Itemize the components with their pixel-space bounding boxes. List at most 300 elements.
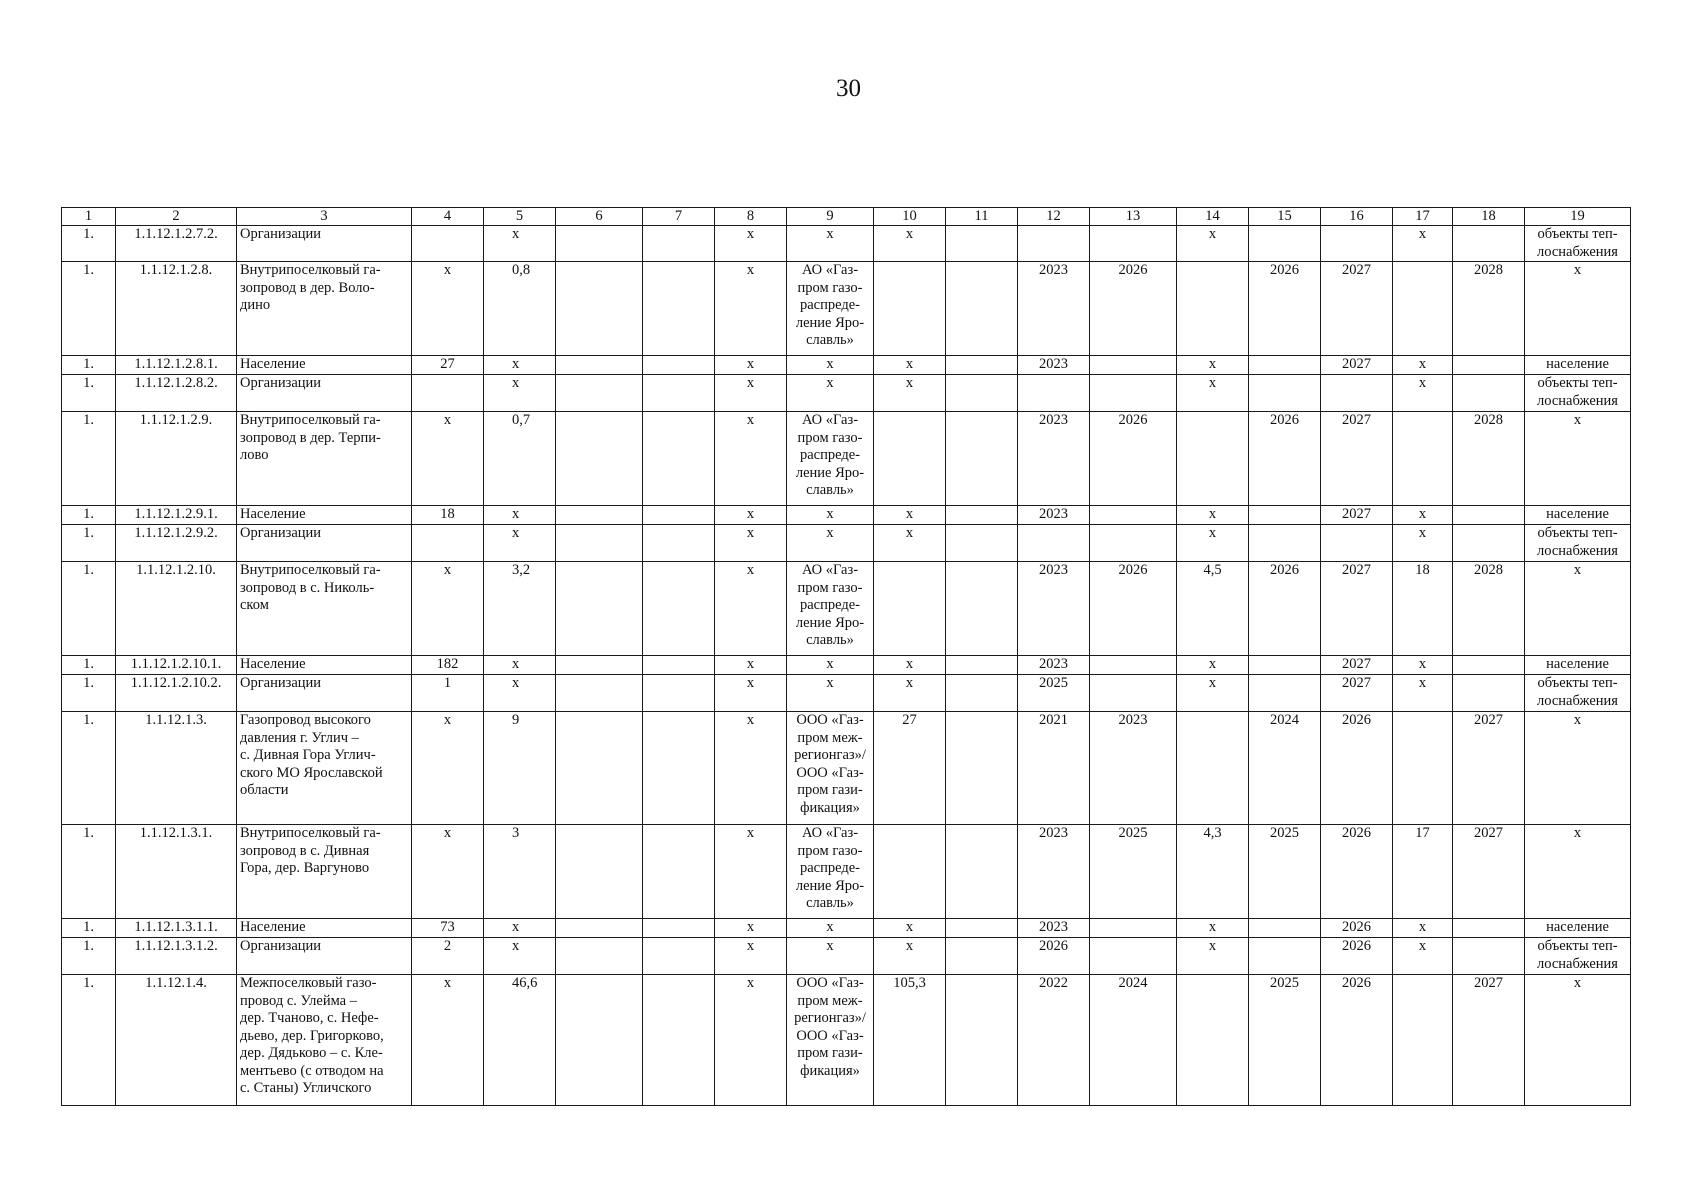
table-cell bbox=[643, 506, 715, 525]
table-cell: 1. bbox=[62, 938, 116, 975]
table-cell: 1. bbox=[62, 825, 116, 919]
table-cell: 2023 bbox=[1018, 262, 1090, 356]
table-cell bbox=[946, 226, 1018, 262]
table-cell bbox=[1453, 226, 1525, 262]
table-cell: х bbox=[412, 562, 484, 656]
table-row bbox=[62, 938, 1631, 975]
table-cell: 2027 bbox=[1321, 562, 1393, 656]
table-cell: х bbox=[1177, 506, 1249, 525]
table-cell: х bbox=[715, 712, 787, 825]
table-cell: х bbox=[787, 675, 874, 712]
table-cell bbox=[1177, 712, 1249, 825]
table-cell: х bbox=[484, 356, 556, 375]
table-cell: х bbox=[715, 412, 787, 506]
table-cell: х bbox=[484, 375, 556, 412]
column-number-cell: 18 bbox=[1453, 208, 1525, 226]
table-cell: 2021 bbox=[1018, 712, 1090, 825]
column-number-cell: 6 bbox=[556, 208, 643, 226]
table-cell bbox=[556, 656, 643, 675]
table-cell bbox=[1453, 506, 1525, 525]
table-cell: х bbox=[1525, 262, 1631, 356]
table-cell: х bbox=[1525, 412, 1631, 506]
table-cell: х bbox=[715, 656, 787, 675]
table-cell: х bbox=[787, 919, 874, 938]
table-cell: 2023 bbox=[1018, 412, 1090, 506]
table-cell bbox=[412, 226, 484, 262]
table-cell bbox=[556, 525, 643, 562]
table-cell: 1.1.12.1.4. bbox=[116, 975, 237, 1106]
table-cell: Организации bbox=[237, 226, 412, 262]
table-cell: Население bbox=[237, 356, 412, 375]
table-cell: х bbox=[715, 938, 787, 975]
table-cell bbox=[1090, 506, 1177, 525]
table-cell bbox=[946, 412, 1018, 506]
table-cell: 18 bbox=[412, 506, 484, 525]
table-cell: 1. bbox=[62, 675, 116, 712]
table-cell bbox=[946, 356, 1018, 375]
table-cell: х bbox=[1393, 938, 1453, 975]
table-cell: объекты теп- лоснабжения bbox=[1525, 675, 1631, 712]
table-cell bbox=[1453, 675, 1525, 712]
table-cell bbox=[1321, 375, 1393, 412]
table-cell: 1. bbox=[62, 262, 116, 356]
table-cell bbox=[1018, 525, 1090, 562]
table-cell bbox=[1018, 375, 1090, 412]
table-cell bbox=[556, 675, 643, 712]
table-cell bbox=[874, 825, 946, 919]
table-cell bbox=[1090, 375, 1177, 412]
table-cell: х bbox=[1393, 675, 1453, 712]
table-cell: 2025 bbox=[1018, 675, 1090, 712]
column-number-cell: 3 bbox=[237, 208, 412, 226]
table-cell: 1.1.12.1.3.1.2. bbox=[116, 938, 237, 975]
table-cell: 46,6 bbox=[484, 975, 556, 1106]
table-cell bbox=[643, 975, 715, 1106]
table-cell: АО «Газ- пром газо- распреде- ление Яро- славль» bbox=[787, 562, 874, 656]
table-cell: х bbox=[874, 525, 946, 562]
table-cell: х bbox=[874, 919, 946, 938]
table-cell bbox=[1090, 675, 1177, 712]
table-cell: х bbox=[412, 712, 484, 825]
table-cell: 2026 bbox=[1249, 562, 1321, 656]
table-cell: 2026 bbox=[1090, 562, 1177, 656]
table-row bbox=[62, 562, 1631, 656]
table-cell bbox=[556, 825, 643, 919]
table-cell bbox=[643, 656, 715, 675]
table-cell bbox=[556, 919, 643, 938]
table-cell: 4,3 bbox=[1177, 825, 1249, 919]
table-cell: 2025 bbox=[1090, 825, 1177, 919]
table-cell bbox=[874, 412, 946, 506]
table-cell bbox=[412, 525, 484, 562]
table-cell: 2027 bbox=[1453, 825, 1525, 919]
table-cell: Внутрипоселковый га- зопровод в дер. Терпи- лово bbox=[237, 412, 412, 506]
table-cell: 2026 bbox=[1321, 919, 1393, 938]
table-cell bbox=[643, 226, 715, 262]
table-cell bbox=[643, 919, 715, 938]
column-number-cell: 10 bbox=[874, 208, 946, 226]
table-row bbox=[62, 919, 1631, 938]
table-cell: х bbox=[1525, 712, 1631, 825]
table-cell: объекты теп- лоснабжения bbox=[1525, 226, 1631, 262]
table-cell bbox=[643, 825, 715, 919]
table-cell: х bbox=[1177, 938, 1249, 975]
table-cell bbox=[1393, 712, 1453, 825]
table-cell bbox=[1249, 375, 1321, 412]
table-row bbox=[62, 675, 1631, 712]
table-cell: 2028 bbox=[1453, 562, 1525, 656]
table-cell bbox=[1453, 656, 1525, 675]
table-cell: 1.1.12.1.2.7.2. bbox=[116, 226, 237, 262]
table-cell: х bbox=[715, 356, 787, 375]
table-cell: х bbox=[1393, 356, 1453, 375]
table-cell: Население bbox=[237, 656, 412, 675]
table-cell: объекты теп- лоснабжения bbox=[1525, 375, 1631, 412]
table-cell: 2026 bbox=[1321, 975, 1393, 1106]
table-cell: х bbox=[484, 506, 556, 525]
table-cell bbox=[1177, 975, 1249, 1106]
table-cell: х bbox=[715, 525, 787, 562]
table-cell: Газопровод высокого давления г. Углич – с. Дивная Гора Углич- ского МО Ярославской области bbox=[237, 712, 412, 825]
column-number-cell: 15 bbox=[1249, 208, 1321, 226]
table-cell: 1.1.12.1.2.8. bbox=[116, 262, 237, 356]
table-cell: Внутрипоселковый га- зопровод в с. Дивная Гора, дер. Варгуново bbox=[237, 825, 412, 919]
table-cell bbox=[1453, 938, 1525, 975]
column-number-cell: 16 bbox=[1321, 208, 1393, 226]
table-cell bbox=[1249, 919, 1321, 938]
table-cell bbox=[556, 562, 643, 656]
table-cell: 1. bbox=[62, 525, 116, 562]
table-cell: 2025 bbox=[1249, 975, 1321, 1106]
table-cell: 1. bbox=[62, 975, 116, 1106]
table-cell: население bbox=[1525, 656, 1631, 675]
column-number-cell: 7 bbox=[643, 208, 715, 226]
table-cell: 0,8 bbox=[484, 262, 556, 356]
table-cell: х bbox=[1393, 506, 1453, 525]
table-cell bbox=[643, 562, 715, 656]
table-cell: х bbox=[1177, 356, 1249, 375]
table-cell: х bbox=[874, 226, 946, 262]
table-cell: х bbox=[787, 375, 874, 412]
column-number-cell: 8 bbox=[715, 208, 787, 226]
column-number-cell: 14 bbox=[1177, 208, 1249, 226]
table-cell: 0,7 bbox=[484, 412, 556, 506]
table-cell: х bbox=[874, 656, 946, 675]
table-cell: 1. bbox=[62, 412, 116, 506]
table-cell: Организации bbox=[237, 525, 412, 562]
table-cell bbox=[1090, 938, 1177, 975]
table-cell bbox=[946, 262, 1018, 356]
table-cell: 1. bbox=[62, 656, 116, 675]
table-row bbox=[62, 506, 1631, 525]
table-cell bbox=[946, 562, 1018, 656]
table-cell bbox=[556, 262, 643, 356]
table-cell: 2023 bbox=[1018, 919, 1090, 938]
column-number-cell: 5 bbox=[484, 208, 556, 226]
table-cell: х bbox=[1525, 562, 1631, 656]
table-cell: 2027 bbox=[1453, 975, 1525, 1106]
column-number-cell: 11 bbox=[946, 208, 1018, 226]
table-cell: 1.1.12.1.2.10. bbox=[116, 562, 237, 656]
table-cell bbox=[643, 712, 715, 825]
table-cell bbox=[1018, 226, 1090, 262]
table-cell: 2026 bbox=[1321, 712, 1393, 825]
table-cell: х bbox=[787, 525, 874, 562]
table-cell bbox=[1249, 226, 1321, 262]
table-cell: х bbox=[1393, 656, 1453, 675]
table-cell bbox=[1321, 525, 1393, 562]
table-cell: х bbox=[787, 356, 874, 375]
table-cell bbox=[556, 356, 643, 375]
table-cell: х bbox=[715, 975, 787, 1106]
table-cell: АО «Газ- пром газо- распреде- ление Яро- славль» bbox=[787, 825, 874, 919]
table-cell: 3 bbox=[484, 825, 556, 919]
table-row bbox=[62, 412, 1631, 506]
table-cell bbox=[643, 375, 715, 412]
table-cell bbox=[643, 675, 715, 712]
table-cell bbox=[556, 412, 643, 506]
table-cell: 73 bbox=[412, 919, 484, 938]
table-cell bbox=[946, 919, 1018, 938]
table-cell: 1. bbox=[62, 356, 116, 375]
table-cell: 1. bbox=[62, 506, 116, 525]
table-cell: х bbox=[1177, 226, 1249, 262]
table-cell: Организации bbox=[237, 675, 412, 712]
table-cell: х bbox=[412, 412, 484, 506]
table-cell: 17 bbox=[1393, 825, 1453, 919]
table-cell bbox=[643, 262, 715, 356]
table-cell: х bbox=[874, 938, 946, 975]
table-cell: 27 bbox=[412, 356, 484, 375]
table-cell: население bbox=[1525, 356, 1631, 375]
table-cell: 2022 bbox=[1018, 975, 1090, 1106]
table-cell: Население bbox=[237, 506, 412, 525]
table-cell: х bbox=[1525, 825, 1631, 919]
table-cell bbox=[874, 562, 946, 656]
table-cell: Внутрипоселковый га- зопровод в с. Николь- ском bbox=[237, 562, 412, 656]
table-cell: 2027 bbox=[1321, 506, 1393, 525]
table-cell: х bbox=[1177, 525, 1249, 562]
table-cell bbox=[1090, 656, 1177, 675]
column-number-cell: 4 bbox=[412, 208, 484, 226]
table-cell: АО «Газ- пром газо- распреде- ление Яро- славль» bbox=[787, 412, 874, 506]
column-number-cell: 17 bbox=[1393, 208, 1453, 226]
table-cell: 2024 bbox=[1090, 975, 1177, 1106]
table-cell bbox=[1177, 412, 1249, 506]
table-cell: Организации bbox=[237, 375, 412, 412]
table-cell: 2027 bbox=[1321, 412, 1393, 506]
table-cell bbox=[556, 506, 643, 525]
table-cell: х bbox=[484, 656, 556, 675]
table-cell bbox=[1453, 356, 1525, 375]
table-cell: Население bbox=[237, 919, 412, 938]
data-table bbox=[61, 207, 1631, 1106]
table-cell bbox=[556, 712, 643, 825]
table-cell: х bbox=[874, 375, 946, 412]
table-cell: х bbox=[1177, 919, 1249, 938]
table-cell: 2028 bbox=[1453, 412, 1525, 506]
table-cell: х bbox=[484, 675, 556, 712]
table-cell: 1. bbox=[62, 226, 116, 262]
table-cell: 1.1.12.1.3.1.1. bbox=[116, 919, 237, 938]
table-cell bbox=[1090, 226, 1177, 262]
table-cell: 2025 bbox=[1249, 825, 1321, 919]
table-cell: 1. bbox=[62, 562, 116, 656]
table-cell: 2028 bbox=[1453, 262, 1525, 356]
table-cell: х bbox=[484, 938, 556, 975]
table-cell bbox=[643, 525, 715, 562]
table-cell: 2026 bbox=[1321, 825, 1393, 919]
table-cell: 2026 bbox=[1249, 262, 1321, 356]
table-cell bbox=[1321, 226, 1393, 262]
table-cell bbox=[412, 375, 484, 412]
table-cell: х bbox=[715, 506, 787, 525]
table-cell: 2023 bbox=[1018, 562, 1090, 656]
table-cell bbox=[946, 675, 1018, 712]
table-cell bbox=[643, 412, 715, 506]
table-cell: 105,3 bbox=[874, 975, 946, 1106]
table-cell: объекты теп- лоснабжения bbox=[1525, 525, 1631, 562]
table-cell: Внутрипоселковый га- зопровод в дер. Воло- дино bbox=[237, 262, 412, 356]
table-cell: 1. bbox=[62, 712, 116, 825]
column-number-cell: 1 bbox=[62, 208, 116, 226]
table-cell: Организации bbox=[237, 938, 412, 975]
table-cell bbox=[946, 938, 1018, 975]
table-cell: 1.1.12.1.2.9.1. bbox=[116, 506, 237, 525]
table-cell: х bbox=[715, 226, 787, 262]
table-cell bbox=[556, 226, 643, 262]
table-cell bbox=[946, 975, 1018, 1106]
table-cell: 3,2 bbox=[484, 562, 556, 656]
table-row bbox=[62, 375, 1631, 412]
table-row bbox=[62, 656, 1631, 675]
table-cell: х bbox=[715, 262, 787, 356]
table-cell bbox=[946, 525, 1018, 562]
table-cell: объекты теп- лоснабжения bbox=[1525, 938, 1631, 975]
table-cell bbox=[1090, 356, 1177, 375]
table-cell: 2023 bbox=[1018, 356, 1090, 375]
table-cell: х bbox=[412, 262, 484, 356]
table-cell bbox=[1249, 675, 1321, 712]
table-cell bbox=[1249, 525, 1321, 562]
table-cell: 18 bbox=[1393, 562, 1453, 656]
table-cell: население bbox=[1525, 919, 1631, 938]
table-cell: 2027 bbox=[1321, 356, 1393, 375]
table-cell: х bbox=[715, 562, 787, 656]
column-number-cell: 9 bbox=[787, 208, 874, 226]
table-cell bbox=[556, 938, 643, 975]
table-cell bbox=[1393, 412, 1453, 506]
table-cell: х bbox=[1393, 375, 1453, 412]
table-cell: х bbox=[874, 675, 946, 712]
table-cell bbox=[1393, 262, 1453, 356]
page-number: 30 bbox=[836, 75, 861, 102]
table-cell: 2026 bbox=[1018, 938, 1090, 975]
table-cell: 2027 bbox=[1321, 675, 1393, 712]
table-cell: ООО «Газ- пром меж- регионгаз»/ ООО «Газ- пром гази- фикация» bbox=[787, 975, 874, 1106]
table-cell bbox=[1249, 938, 1321, 975]
table-cell bbox=[556, 975, 643, 1106]
table-cell bbox=[1249, 506, 1321, 525]
table-cell: х bbox=[1393, 525, 1453, 562]
table-cell bbox=[1090, 919, 1177, 938]
table-cell: ООО «Газ- пром меж- регионгаз»/ ООО «Газ- пром гази- фикация» bbox=[787, 712, 874, 825]
table-cell: 2023 bbox=[1090, 712, 1177, 825]
table-cell: 1.1.12.1.2.10.1. bbox=[116, 656, 237, 675]
table-row bbox=[62, 525, 1631, 562]
table-cell: х bbox=[715, 919, 787, 938]
table-cell bbox=[946, 712, 1018, 825]
table-cell bbox=[556, 375, 643, 412]
table-header-row bbox=[62, 208, 1631, 226]
table-cell: х bbox=[484, 226, 556, 262]
table-cell: х bbox=[787, 656, 874, 675]
table-cell bbox=[1453, 919, 1525, 938]
table-cell: х bbox=[412, 825, 484, 919]
table-cell: х bbox=[787, 506, 874, 525]
table-cell: 1 bbox=[412, 675, 484, 712]
table-cell: Межпоселковый газо- провод с. Улейма – дер. Тчаново, с. Нефе- дьево, дер. Григорково, дер. Дядьково – с. Кле- ментьево (с отводом на с. Станы) Угличского bbox=[237, 975, 412, 1106]
table-row bbox=[62, 712, 1631, 825]
table-cell: 4,5 bbox=[1177, 562, 1249, 656]
table-cell: х bbox=[1177, 375, 1249, 412]
table-cell: х bbox=[1525, 975, 1631, 1106]
table-cell bbox=[874, 262, 946, 356]
table-cell: 2023 bbox=[1018, 656, 1090, 675]
table-cell: х bbox=[715, 375, 787, 412]
table-cell: 2027 bbox=[1321, 656, 1393, 675]
table-cell: х bbox=[1393, 226, 1453, 262]
column-number-cell: 13 bbox=[1090, 208, 1177, 226]
table-cell: 9 bbox=[484, 712, 556, 825]
table-row bbox=[62, 356, 1631, 375]
table-cell: 1. bbox=[62, 919, 116, 938]
table-cell: 2027 bbox=[1321, 262, 1393, 356]
table-cell: 2 bbox=[412, 938, 484, 975]
table-cell: население bbox=[1525, 506, 1631, 525]
table-cell: 2027 bbox=[1453, 712, 1525, 825]
table-cell: х bbox=[787, 226, 874, 262]
column-number-cell: 2 bbox=[116, 208, 237, 226]
table-cell bbox=[643, 356, 715, 375]
table-cell: 27 bbox=[874, 712, 946, 825]
table-cell: 2026 bbox=[1090, 262, 1177, 356]
table-cell: 1.1.12.1.2.9. bbox=[116, 412, 237, 506]
table-cell: 182 bbox=[412, 656, 484, 675]
table-cell bbox=[946, 375, 1018, 412]
table-cell: 2023 bbox=[1018, 825, 1090, 919]
table-cell: х bbox=[412, 975, 484, 1106]
table-cell: 1.1.12.1.2.8.1. bbox=[116, 356, 237, 375]
table-cell: 1.1.12.1.3. bbox=[116, 712, 237, 825]
table-cell: 1.1.12.1.2.8.2. bbox=[116, 375, 237, 412]
table-cell bbox=[1249, 656, 1321, 675]
table-cell bbox=[1453, 375, 1525, 412]
table-cell bbox=[946, 825, 1018, 919]
table-cell: х bbox=[484, 525, 556, 562]
column-number-cell: 19 bbox=[1525, 208, 1631, 226]
table-cell bbox=[946, 506, 1018, 525]
table-cell: х bbox=[874, 506, 946, 525]
table-cell: 2024 bbox=[1249, 712, 1321, 825]
table-cell bbox=[1393, 975, 1453, 1106]
table-cell bbox=[946, 656, 1018, 675]
table-cell: 1.1.12.1.2.9.2. bbox=[116, 525, 237, 562]
table-cell: х bbox=[1393, 919, 1453, 938]
table-cell: 1.1.12.1.2.10.2. bbox=[116, 675, 237, 712]
table-cell: 2026 bbox=[1090, 412, 1177, 506]
table-cell: 2023 bbox=[1018, 506, 1090, 525]
